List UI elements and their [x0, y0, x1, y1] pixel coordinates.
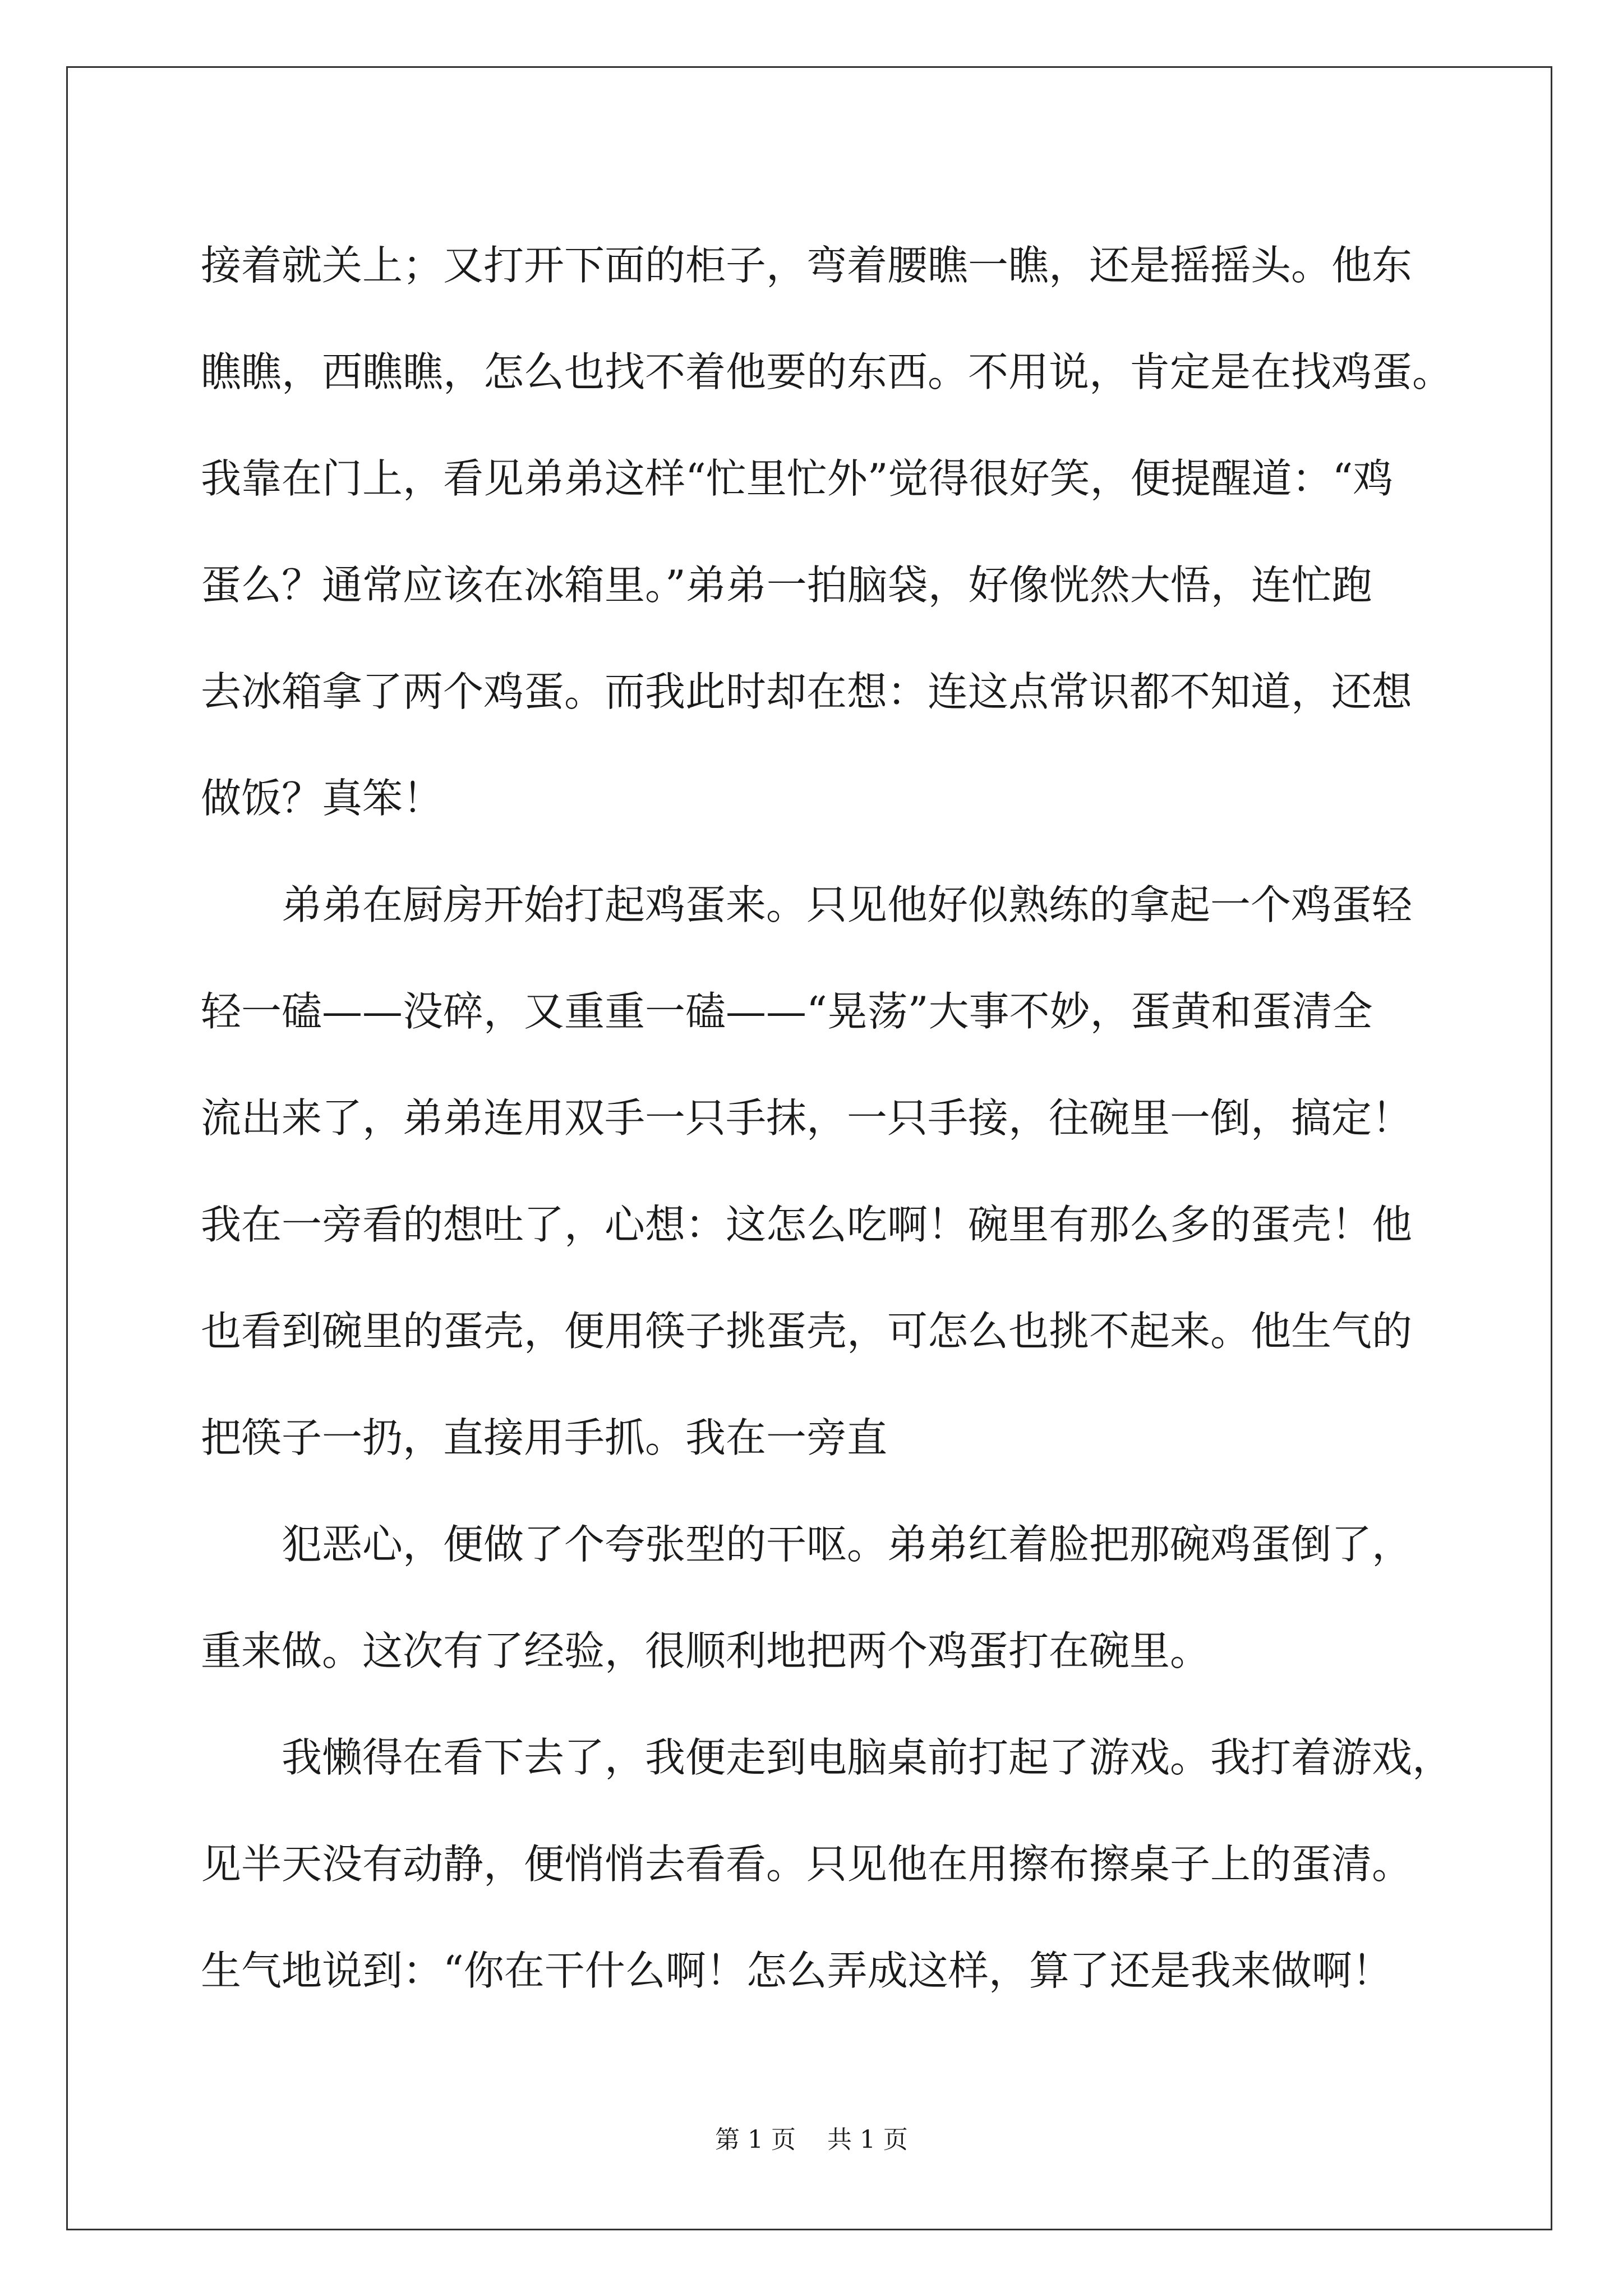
text-line: 见半天没有动静，便悄悄去看看。只见他在用擦布擦桌子上的蛋清。 — [201, 1841, 1413, 1888]
text-line: 重来做。这次有了经验，很顺利地把两个鸡蛋打在碗里。 — [201, 1627, 1211, 1674]
text-line: 我靠在门上，看见弟弟这样“忙里忙外”觉得很好笑，便提醒道：“鸡 — [201, 455, 1394, 502]
text-line: 去冰箱拿了两个鸡蛋。而我此时却在想：连这点常识都不知道，还想 — [201, 668, 1413, 715]
text-line: 流出来了，弟弟连用双手一只手抹，一只手接，往碗里一倒，搞定！ — [201, 1094, 1413, 1142]
document-body — [201, 212, 1453, 2024]
text-line: 做饭？真笨！ — [201, 775, 444, 822]
text-line: 我懒得在看下去了，我便走到电脑桌前打起了游戏。我打着游戏， — [282, 1734, 1453, 1781]
text-line: 我在一旁看的想吐了，心想：这怎么吃啊！碗里有那么多的蛋壳！他 — [201, 1201, 1413, 1248]
text-line: 生气地说到：“你在干什么啊！怎么弄成这样，算了还是我来做啊！ — [201, 1947, 1393, 1994]
text-line: 瞧瞧，西瞧瞧，怎么也找不着他要的东西。不用说，肯定是在找鸡蛋。 — [201, 348, 1453, 395]
page-footer: 第 1 页 共 1 页 — [715, 2125, 908, 2154]
text-line: 接着就关上；又打开下面的柜子，弯着腰瞧一瞧，还是摇摇头。他东 — [201, 242, 1413, 289]
text-line: 弟弟在厨房开始打起鸡蛋来。只见他好似熟练的拿起一个鸡蛋轻 — [282, 881, 1413, 928]
text-line: 蛋么？通常应该在冰箱里。”弟弟一拍脑袋，好像恍然大悟，连忙跑 — [201, 562, 1372, 609]
text-line: 把筷子一扔，直接用手抓。我在一旁直 — [201, 1414, 888, 1461]
text-line: 犯恶心，便做了个夸张型的干呕。弟弟红着脸把那碗鸡蛋倒了， — [282, 1521, 1413, 1568]
text-line: 轻一磕——没碎，又重重一磕——“晃荡”大事不妙，蛋黄和蛋清全 — [201, 988, 1373, 1035]
text-line: 也看到碗里的蛋壳，便用筷子挑蛋壳，可怎么也挑不起来。他生气的 — [201, 1308, 1413, 1355]
